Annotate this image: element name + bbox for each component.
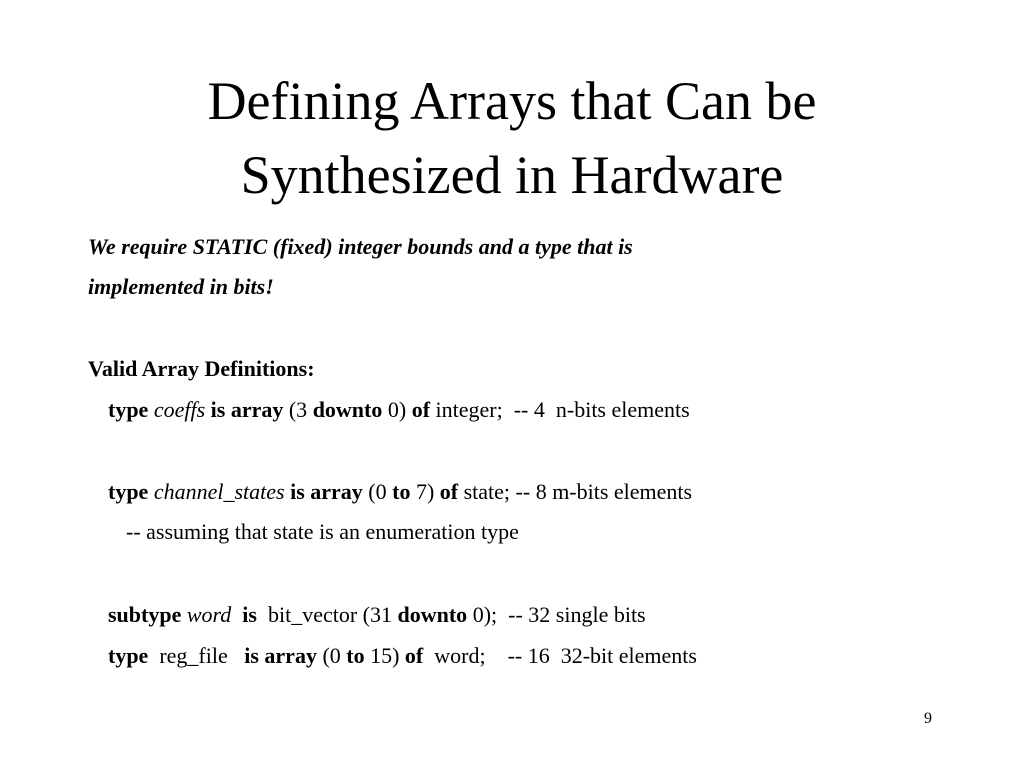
keyword-type: type <box>108 397 149 422</box>
keyword-downto: downto <box>312 397 383 422</box>
keyword-type: type <box>108 479 149 504</box>
title-line-2: Synthesized in Hardware <box>240 145 784 205</box>
code-text: 0); -- 32 single bits <box>467 602 646 627</box>
keyword-to: to <box>346 643 365 668</box>
code-text: (3 <box>283 397 313 422</box>
keyword-is-array: is array <box>210 397 284 422</box>
keyword-downto: downto <box>397 602 468 627</box>
keyword-is: is <box>242 602 257 627</box>
code-text: bit_vector (31 <box>256 602 398 627</box>
keyword-of: of <box>439 479 459 504</box>
code-text: integer; -- 4 n-bits elements <box>430 397 690 422</box>
code-comment-enumeration: -- assuming that state is an enumeration type <box>126 519 519 544</box>
title-line-1: Defining Arrays that Can be <box>207 71 817 131</box>
code-text: 7) <box>410 479 440 504</box>
code-text: (0 <box>316 643 347 668</box>
code-text: reg_file <box>148 643 245 668</box>
code-line-subtype-word <box>108 602 646 628</box>
code-text: (0 <box>362 479 393 504</box>
keyword-of: of <box>411 397 431 422</box>
valid-definitions-heading: Valid Array Definitions: <box>88 356 315 381</box>
code-line-coeffs <box>108 397 690 423</box>
intro-line-2: implemented in bits! <box>88 274 274 299</box>
code-text: 0) <box>382 397 412 422</box>
keyword-of: of <box>404 643 424 668</box>
page-number: 9 <box>924 710 932 727</box>
keyword-to: to <box>392 479 411 504</box>
code-text: state; -- 8 m-bits elements <box>458 479 693 504</box>
identifier-coeffs: coeffs <box>153 397 206 422</box>
code-line-channel-states <box>108 479 692 505</box>
keyword-subtype: subtype <box>108 602 182 627</box>
code-line-reg-file <box>108 643 697 669</box>
code-text: 15) <box>364 643 405 668</box>
code-text: word; -- 16 32-bit elements <box>423 643 697 668</box>
keyword-type: type <box>108 643 149 668</box>
keyword-is-array: is array <box>290 479 363 504</box>
keyword-is-array: is array <box>244 643 317 668</box>
intro-line-1: We require STATIC (fixed) integer bounds and a type that is <box>88 234 633 259</box>
identifier-word: word <box>186 602 232 627</box>
identifier-channel-states: channel_states <box>153 479 285 504</box>
